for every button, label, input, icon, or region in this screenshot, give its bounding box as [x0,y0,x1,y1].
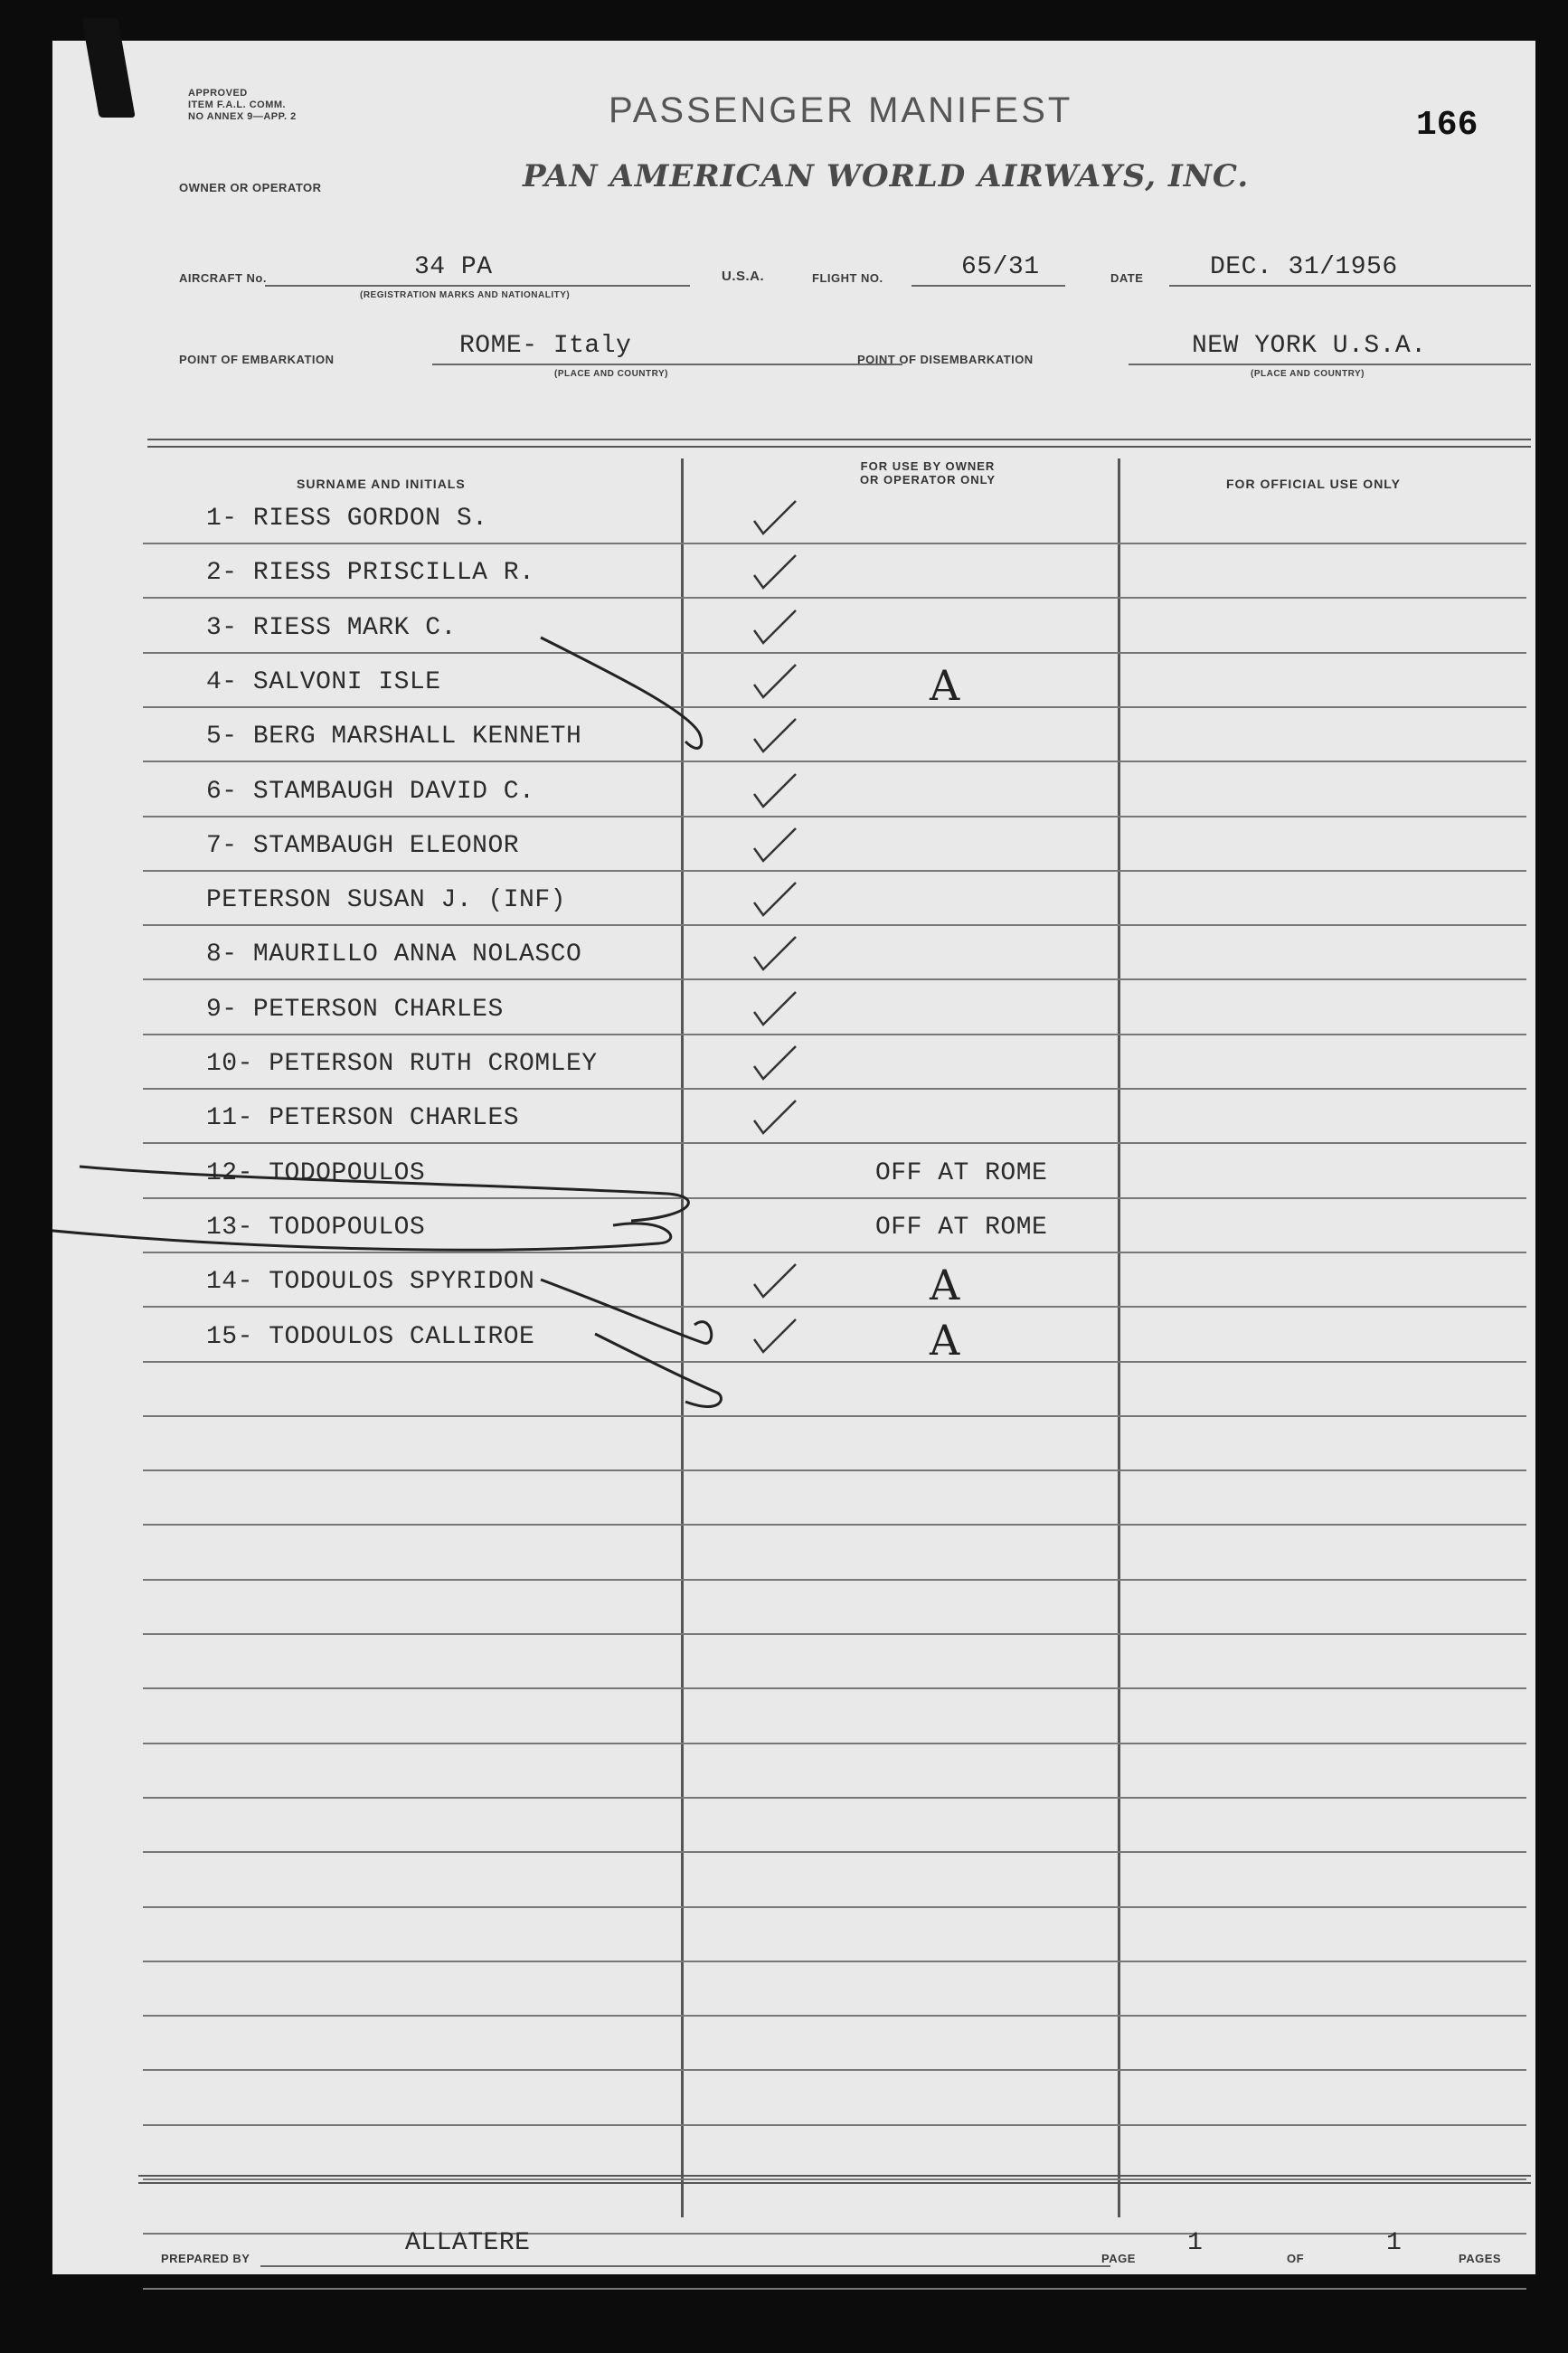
col-owner-header-line1: FOR USE BY OWNER [860,459,996,473]
pages-label: PAGES [1459,2252,1502,2265]
prepared-value: ALLATERE [405,2229,531,2257]
passenger-entry: 11- PETERSON CHARLES [206,1104,520,1133]
owner-note: A [930,660,960,710]
disembark-label: POINT OF DISEMBARKATION [857,353,1034,366]
approved-line: NO ANNEX 9—APP. 2 [188,111,297,122]
of-value: 1 [1386,2229,1403,2257]
aircraft-value: 34 PA [414,253,493,281]
passenger-entry: 5- BERG MARSHALL KENNETH [206,723,582,751]
disembark-value: NEW YORK U.S.A. [1192,332,1427,360]
passenger-entry: 15- TODOULOS CALLIROE [206,1322,535,1351]
date-label: DATE [1110,271,1144,285]
passenger-entry: 3- RIESS MARK C. [206,613,457,642]
passenger-entry: 6- STAMBAUGH DAVID C. [206,777,535,806]
passenger-entry: 13- TODOPOULOS [206,1213,426,1242]
usa-label: U.S.A. [722,269,765,284]
handwriting-overlay [52,41,1535,2274]
passenger-entry: 8- MAURILLO ANNA NOLASCO [206,940,582,969]
registration-note: (REGISTRATION MARKS AND NATIONALITY) [360,290,571,300]
embark-note: (PLACE AND COUNTRY) [554,369,668,379]
approved-line: APPROVED [188,88,248,99]
strike-mark [541,1280,712,1343]
owner-note: A [930,1261,960,1310]
page-label: PAGE [1101,2252,1136,2265]
page-stamp: 166 [1416,106,1478,145]
flight-label: FLIGHT NO. [812,271,883,285]
approved-line: ITEM F.A.L. COMM. [188,99,287,110]
owner-value: PAN AMERICAN WORLD AIRWAYS, INC. [523,158,1250,194]
prepared-label: PREPARED BY [161,2252,250,2265]
passenger-entry: 1- RIESS GORDON S. [206,505,488,533]
strike-mark [541,638,702,748]
passenger-entry: 4- SALVONI ISLE [206,667,441,696]
passenger-entry: 9- PETERSON CHARLES [206,995,504,1024]
strike-mark [80,1167,688,1221]
strike-mark [52,1224,671,1250]
disembark-note: (PLACE AND COUNTRY) [1251,369,1365,379]
embark-label: POINT OF EMBARKATION [179,353,335,366]
col-surname-header: SURNAME AND INITIALS [297,477,466,491]
date-value: DEC. 31/1956 [1210,253,1398,281]
page-value: 1 [1187,2229,1204,2257]
owner-note: OFF AT ROME [875,1158,1048,1187]
page-title: PASSENGER MANIFEST [609,90,1073,130]
flight-value: 65/31 [961,253,1040,281]
owner-note: A [930,1315,960,1365]
row-rule [143,2288,1526,2290]
passenger-entry: 12- TODOPOULOS [206,1158,426,1187]
manifest-sheet [52,41,1535,2274]
col-official-header: FOR OFFICIAL USE ONLY [1226,477,1401,491]
of-label: OF [1287,2252,1305,2265]
aircraft-label: AIRCRAFT No. [179,271,267,285]
owner-note: OFF AT ROME [875,1213,1048,1242]
strike-mark [595,1334,721,1406]
embark-value: ROME- Italy [459,332,632,360]
owner-label: OWNER OR OPERATOR [179,181,322,194]
col-owner-header-line2: OR OPERATOR ONLY [859,473,997,487]
passenger-entry: PETERSON SUSAN J. (INF) [206,886,566,915]
passenger-entry: 7- STAMBAUGH ELEONOR [206,831,520,860]
passenger-entry: 2- RIESS PRISCILLA R. [206,559,535,588]
passenger-entry: 10- PETERSON RUTH CROMLEY [206,1050,598,1078]
passenger-entry: 14- TODOULOS SPYRIDON [206,1268,535,1297]
